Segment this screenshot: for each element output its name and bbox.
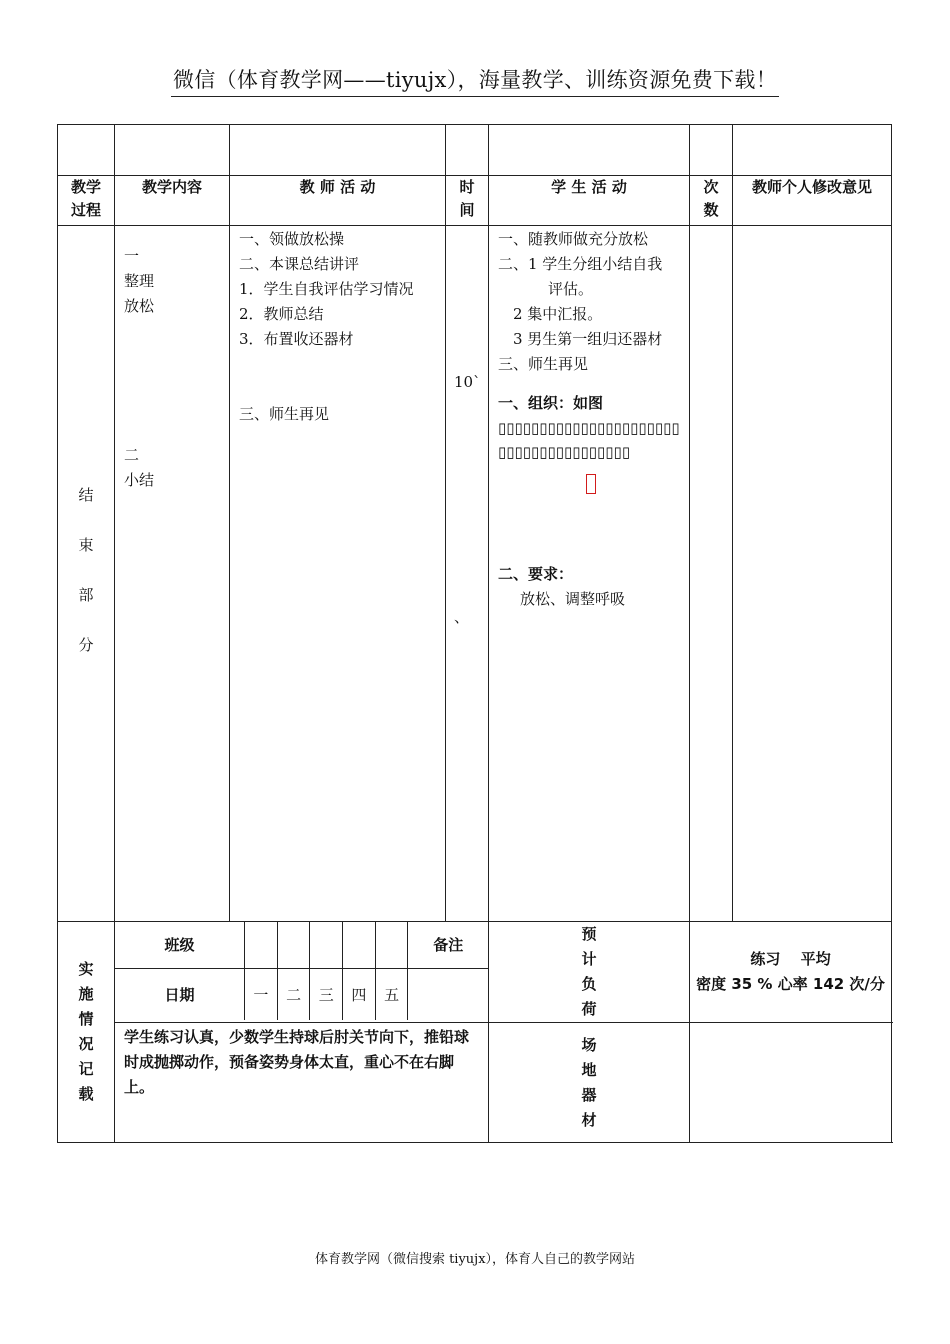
class-date-grid bbox=[115, 922, 489, 1023]
observation-text: 学生练习认真，少数学生持球后肘关节向下，推铅球时成抛掷动作，预备姿势身体太直，重心不在右脚上。 bbox=[124, 1028, 470, 1096]
banner-text: 微信（体育教学网——tiyujx），海量教学、训练资源免费下载！ bbox=[171, 68, 779, 97]
header-row bbox=[58, 176, 892, 226]
section-label-cell bbox=[58, 226, 115, 922]
organization-diagram-text: ▯▯▯▯▯▯▯▯▯▯▯▯▯▯▯▯▯▯▯▯▯▯▯▯▯▯▯▯▯▯▯▯▯▯▯▯▯▯ bbox=[498, 419, 680, 461]
time-value: 10` bbox=[454, 373, 481, 391]
day-cell: 四 bbox=[343, 968, 376, 1020]
day-cell: 一 bbox=[245, 968, 278, 1020]
page-footer: 体育教学网（微信搜索 tiyujx），体育人自己的教学网站 bbox=[314, 1252, 636, 1267]
header-content: 教学内容 bbox=[115, 176, 230, 226]
notes-cell bbox=[733, 226, 892, 922]
page-banner bbox=[0, 64, 950, 94]
teacher-line: 一、领做放松操 bbox=[239, 230, 345, 248]
day-cell: 三 bbox=[310, 968, 343, 1020]
observation-cell bbox=[115, 1023, 489, 1143]
formation-marker-icon bbox=[586, 474, 596, 494]
record-row-class bbox=[58, 922, 892, 970]
section-label-char: 束 bbox=[78, 536, 94, 554]
remark-value bbox=[408, 968, 488, 1020]
class-slot bbox=[343, 922, 376, 968]
student-line: 3 男生第一组归还器材 bbox=[513, 330, 663, 348]
date-label: 日期 bbox=[115, 968, 245, 1020]
student-line: 一、随教师做充分放松 bbox=[498, 230, 649, 248]
requirements-text: 放松、调整呼吸 bbox=[520, 590, 626, 608]
class-slot bbox=[245, 922, 278, 968]
teacher-goodbye: 三、师生再见 bbox=[239, 405, 330, 423]
day-cell: 五 bbox=[375, 968, 408, 1020]
student-line: 2 集中汇报。 bbox=[513, 305, 603, 323]
content-cell bbox=[115, 226, 230, 922]
class-label: 班级 bbox=[115, 922, 245, 968]
count-cell bbox=[690, 226, 733, 922]
section-label-char: 分 bbox=[78, 636, 94, 654]
record-row-observation bbox=[58, 1023, 892, 1143]
organization-title: 一、组织：如图 bbox=[498, 394, 604, 412]
time-cell bbox=[446, 226, 489, 922]
load-label-cell: 预 计 负 荷 bbox=[489, 922, 690, 1023]
header-teacher: 教 师 活 动 bbox=[230, 176, 446, 226]
day-cell: 二 bbox=[277, 968, 310, 1020]
content-item: 放松 bbox=[124, 297, 155, 315]
record-label-cell: 实 施 情 况 记 载 bbox=[58, 922, 115, 1143]
header-student: 学 生 活 动 bbox=[489, 176, 690, 226]
class-date-table bbox=[115, 922, 488, 1020]
empty-row bbox=[58, 125, 892, 176]
requirements-title: 二、要求： bbox=[498, 565, 574, 583]
student-line: 评估。 bbox=[548, 280, 594, 298]
load-line-1: 练习 平均 bbox=[750, 950, 831, 968]
time-mark: 、 bbox=[454, 608, 470, 626]
ending-section-row bbox=[58, 226, 892, 922]
load-value-cell bbox=[690, 922, 892, 1023]
teacher-line: 2．教师总结 bbox=[239, 305, 324, 323]
header-notes: 教师个人修改意见 bbox=[733, 176, 892, 226]
content-item: 一 bbox=[124, 247, 140, 265]
teacher-line: 1．学生自我评估学习情况 bbox=[239, 280, 414, 298]
formation-marker bbox=[498, 464, 683, 498]
header-process: 教学 过程 bbox=[58, 176, 115, 226]
class-slot bbox=[310, 922, 343, 968]
content-item: 二 bbox=[124, 446, 140, 464]
equipment-label-cell: 场 地 器 材 bbox=[489, 1023, 690, 1143]
lesson-plan-table bbox=[57, 124, 892, 1143]
content-item: 整理 bbox=[124, 272, 155, 290]
teacher-line: 3．布置收还器材 bbox=[239, 330, 354, 348]
student-line: 三、师生再见 bbox=[498, 355, 589, 373]
equipment-value-cell bbox=[690, 1023, 892, 1143]
class-slot bbox=[277, 922, 310, 968]
content-item: 小结 bbox=[124, 471, 155, 489]
section-label-char: 部 bbox=[78, 586, 94, 604]
remark-label: 备注 bbox=[408, 922, 488, 968]
header-count: 次 数 bbox=[690, 176, 733, 226]
section-label-char: 结 bbox=[78, 486, 94, 504]
load-line-2: 密度 35 % 心率 142 次/分 bbox=[696, 975, 885, 993]
teacher-activity-cell bbox=[230, 226, 446, 922]
class-slot bbox=[375, 922, 408, 968]
student-activity-cell bbox=[489, 226, 690, 922]
header-time: 时 间 bbox=[446, 176, 489, 226]
student-line: 二、1 学生分组小结自我 bbox=[498, 255, 663, 273]
teacher-line: 二、本课总结讲评 bbox=[239, 255, 360, 273]
